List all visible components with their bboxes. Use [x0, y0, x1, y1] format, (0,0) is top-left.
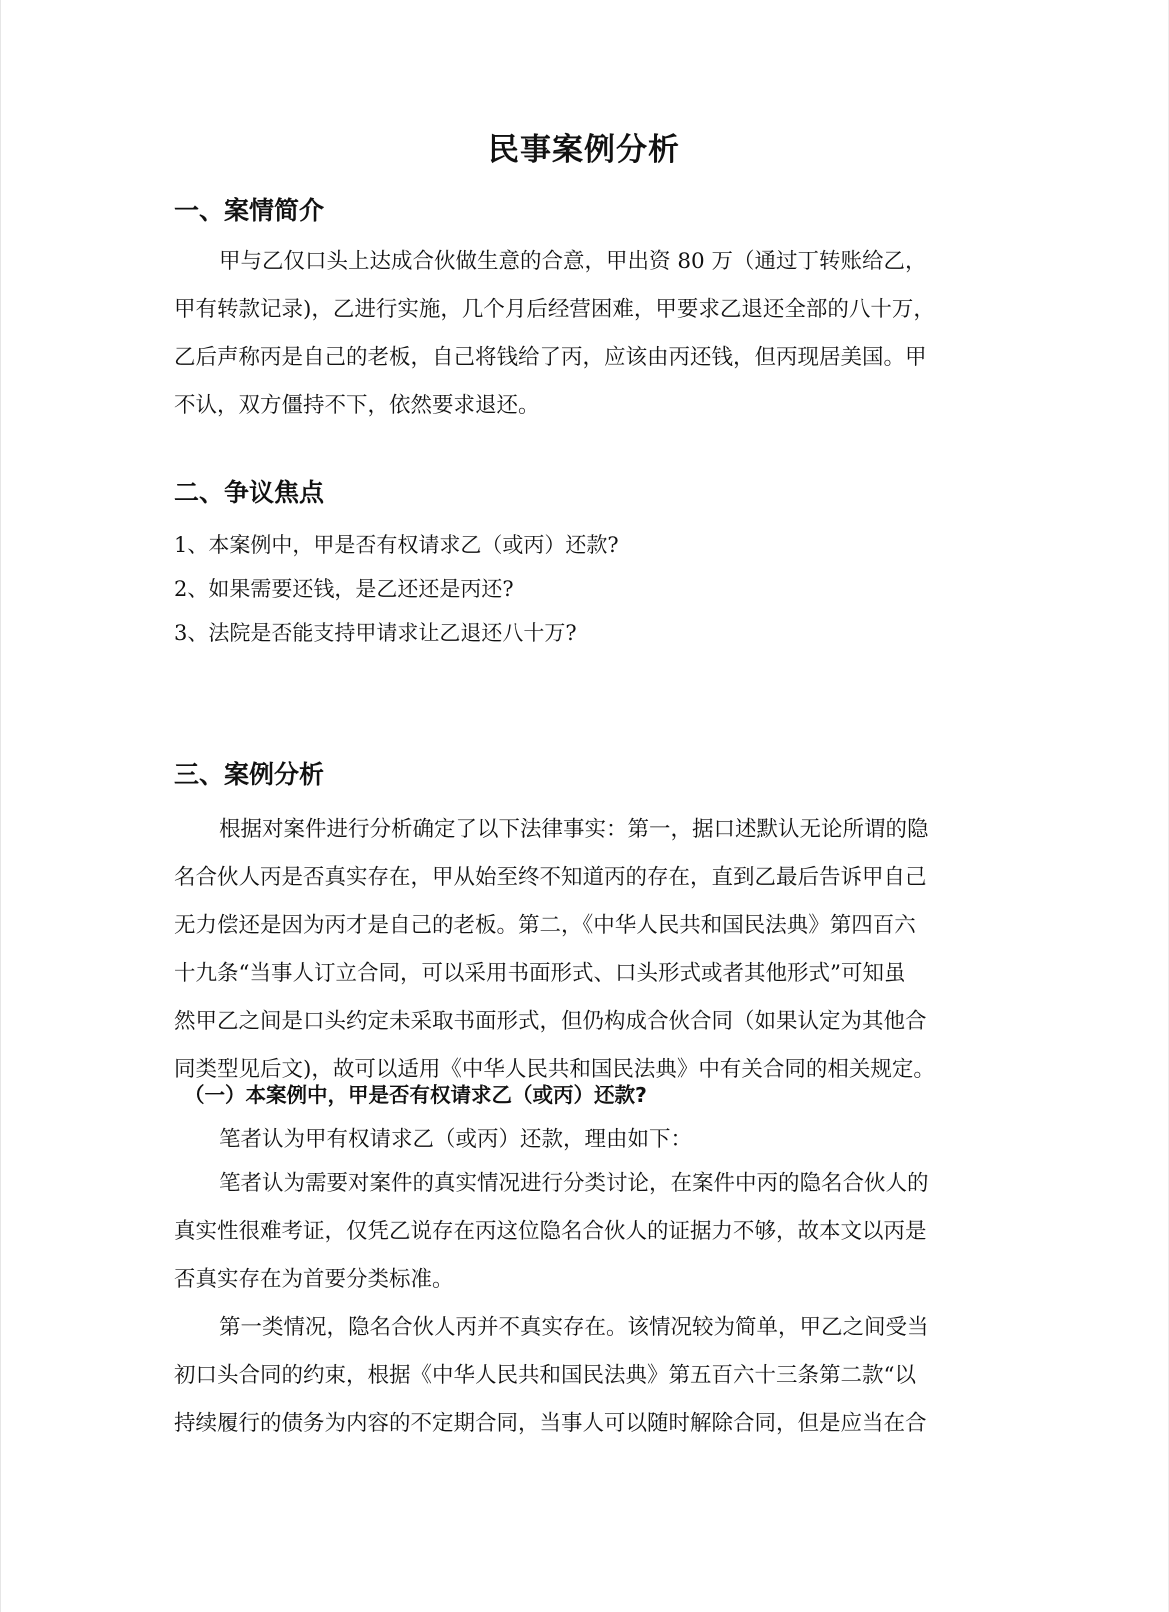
analysis-paragraph-4	[174, 1304, 994, 1448]
analysis-paragraph-1	[174, 806, 994, 1094]
section-heading-case-summary: 一、案情简介	[174, 196, 325, 225]
text-line: 笔者认为甲有权请求乙（或丙）还款，理由如下：	[219, 1127, 693, 1152]
text-line: 无力偿还是因为丙才是自己的老板。第二，《中华人民共和国民法典》第四百六	[174, 913, 916, 938]
text-line: 甲有转款记录)，乙进行实施，几个月后经营困难，甲要求乙退还全部的八十万，	[174, 297, 935, 322]
document-title: 民事案例分析	[488, 132, 680, 168]
section-heading-case-analysis: 三、案例分析	[174, 760, 325, 789]
text-line: 持续履行的债务为内容的不定期合同，当事人可以随时解除合同，但是应当在合	[174, 1411, 927, 1436]
section-heading-dispute-focus: 二、争议焦点	[174, 478, 325, 507]
text-line: 第一类情况，隐名合伙人丙并不真实存在。该情况较为简单，甲乙之间受当	[219, 1315, 929, 1340]
text-line: 初口头合同的约束，根据《中华人民共和国民法典》第五百六十三条第二款“以	[174, 1363, 916, 1388]
text-line: 名合伙人丙是否真实存在，甲从始至终不知道丙的存在，直到乙最后告诉甲自己	[174, 865, 927, 890]
dispute-question-1: 1、本案例中，甲是否有权请求乙（或丙）还款?	[174, 533, 619, 557]
text-line: 根据对案件进行分析确定了以下法律事实：第一，据口述默认无论所谓的隐	[219, 817, 929, 842]
analysis-paragraph-2	[174, 1116, 994, 1164]
subheading-question-1: （一）本案例中，甲是否有权请求乙（或丙）还款?	[184, 1083, 647, 1107]
analysis-paragraph-3	[174, 1160, 994, 1304]
dispute-question-3: 3、法院是否能支持甲请求让乙退还八十万?	[174, 621, 577, 645]
text-line: 真实性很难考证，仅凭乙说存在丙这位隐名合伙人的证据力不够，故本文以丙是	[174, 1219, 927, 1244]
text-line: 乙后声称丙是自己的老板，自己将钱给了丙，应该由丙还钱，但丙现居美国。甲	[174, 345, 927, 370]
text-line: 不认，双方僵持不下，依然要求退还。	[174, 393, 540, 418]
text-line: 否真实存在为首要分类标准。	[174, 1267, 454, 1292]
page-left-edge	[0, 0, 1, 1612]
text-line: 同类型见后文)，故可以适用《中华人民共和国民法典》中有关合同的相关规定。	[174, 1057, 935, 1082]
text-line: 十九条“当事人订立合同，可以采用书面形式、口头形式或者其他形式”可知虽	[174, 961, 906, 986]
text-line: 笔者认为需要对案件的真实情况进行分类讨论，在案件中丙的隐名合伙人的	[219, 1171, 929, 1196]
case-summary-paragraph	[174, 238, 994, 430]
dispute-question-2: 2、如果需要还钱，是乙还还是丙还?	[174, 577, 514, 601]
text-line: 甲与乙仅口头上达成合伙做生意的合意，甲出资 80 万（通过丁转账给乙，	[219, 249, 927, 274]
text-line: 然甲乙之间是口头约定未采取书面形式，但仍构成合伙合同（如果认定为其他合	[174, 1009, 927, 1034]
